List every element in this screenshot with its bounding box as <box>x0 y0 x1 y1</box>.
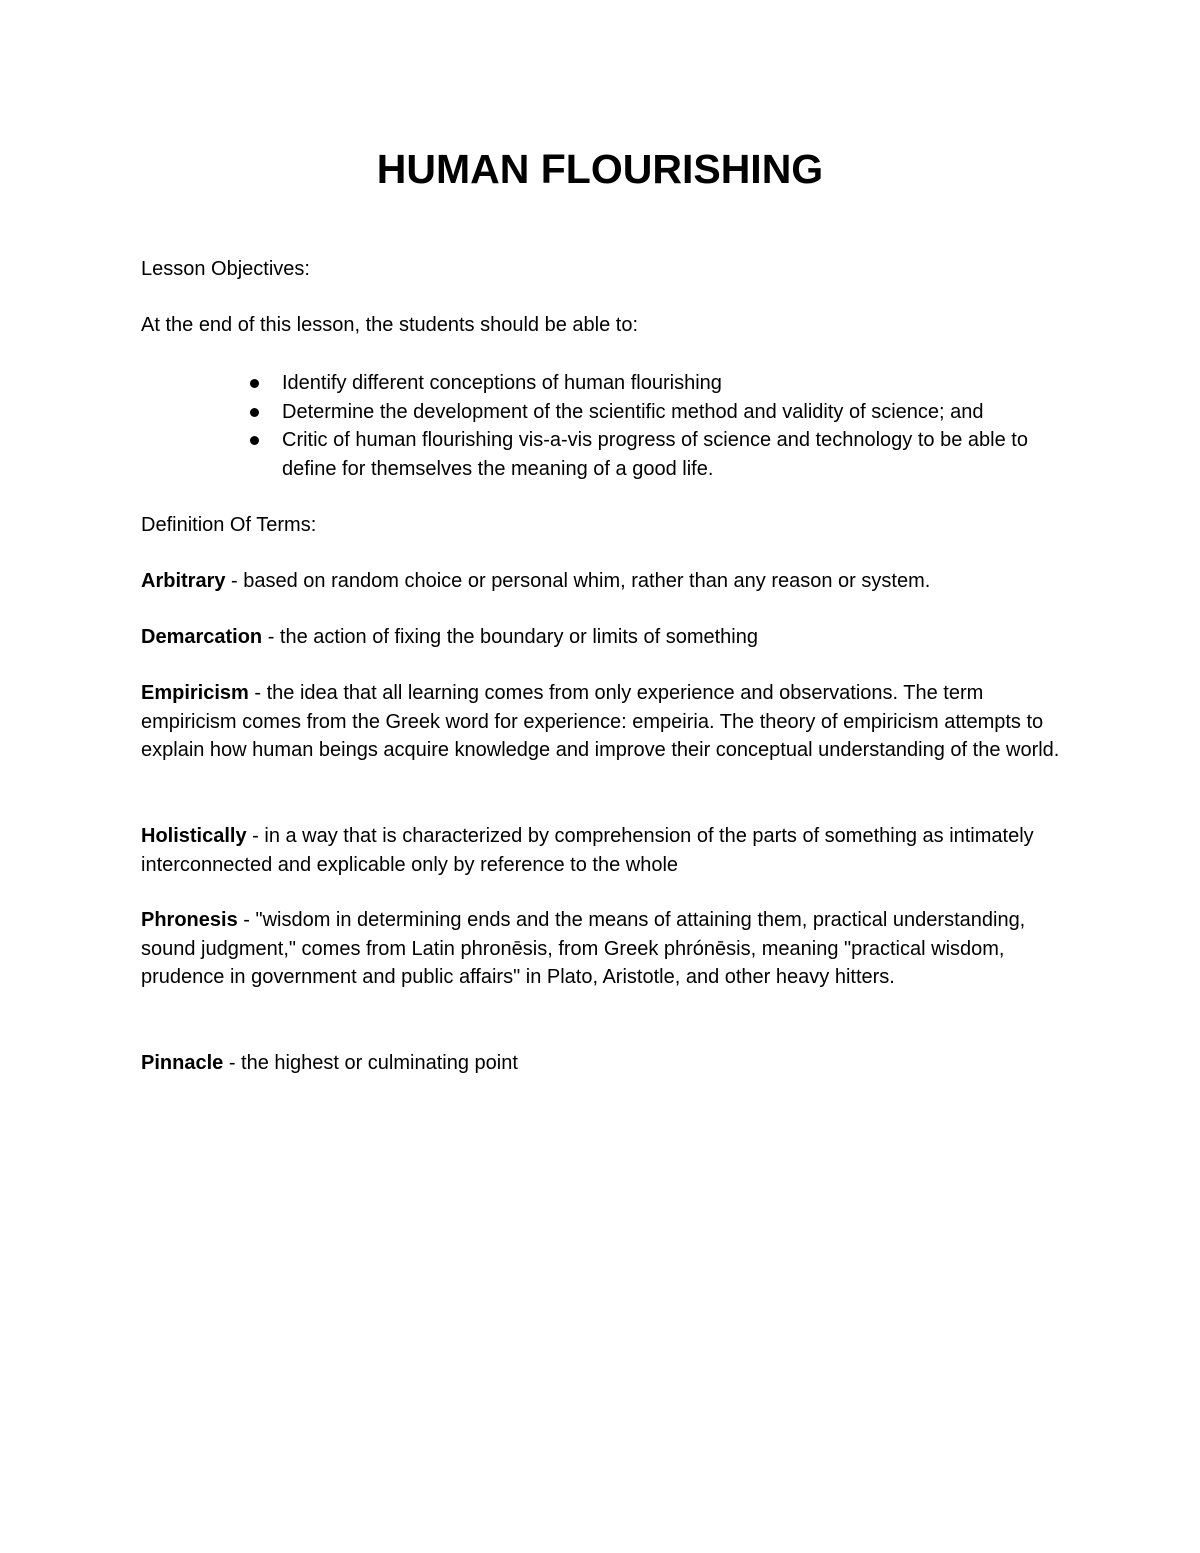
definitions-heading: Definition Of Terms: <box>141 514 317 536</box>
bullet-icon <box>250 408 259 417</box>
definition-phronesis <box>141 906 1061 992</box>
objectives-list <box>141 369 1061 483</box>
definition-text: - the idea that all learning comes from only experience and observations. The term empiricism comes from the Greek word for experience: empeiria. The theory of empiricism attempts to explain how human beings acquire knowledge and improve their conceptual understanding of the world. <box>141 682 1060 761</box>
definition-empiricism <box>141 679 1061 765</box>
objective-item <box>141 426 1042 483</box>
definition-arbitrary <box>141 567 1061 596</box>
definition-text: - the action of fixing the boundary or limits of something <box>262 626 758 648</box>
definition-term: Pinnacle <box>141 1052 224 1074</box>
objectives-intro: At the end of this lesson, the students should be able to: <box>141 314 639 336</box>
objective-text: Identify different conceptions of human flourishing <box>282 372 722 394</box>
definition-term: Holistically <box>141 825 247 847</box>
objective-text: Determine the development of the scientific method and validity of science; and <box>282 400 984 423</box>
definition-holistically <box>141 822 1061 879</box>
bullet-icon <box>250 436 259 445</box>
definition-term: Demarcation <box>141 626 263 648</box>
definition-term: Arbitrary <box>141 570 226 592</box>
definition-text: - "wisdom in determining ends and the means of attaining them, practical understanding, sound judgment," comes from Latin phronēsis, from Greek phrónēsis, meaning "practical wisdom, prudence in government and public affairs" in Plato, Aristotle, and other heavy hitters. <box>141 909 1026 988</box>
definition-term: Phronesis <box>141 909 238 931</box>
page-title: HUMAN FLOURISHING <box>376 146 824 192</box>
definition-pinnacle <box>141 1049 1061 1078</box>
definition-demarcation <box>141 623 1061 652</box>
objective-text: Critic of human flourishing vis-a-vis progress of science and technology to be able to define for themselves the meaning of a good life. <box>282 429 1028 480</box>
definition-text: - in a way that is characterized by comprehension of the parts of something as intimately interconnected and explicable only by reference to the whole <box>141 825 1034 876</box>
definition-text: - based on random choice or personal whim, rather than any reason or system. <box>225 570 931 592</box>
objectives-heading: Lesson Objectives: <box>141 258 310 280</box>
definition-term: Empiricism <box>141 682 249 704</box>
definition-text: - the highest or culminating point <box>223 1052 518 1074</box>
objective-item <box>141 369 1042 398</box>
objective-item <box>141 398 1042 427</box>
bullet-icon <box>250 379 259 388</box>
